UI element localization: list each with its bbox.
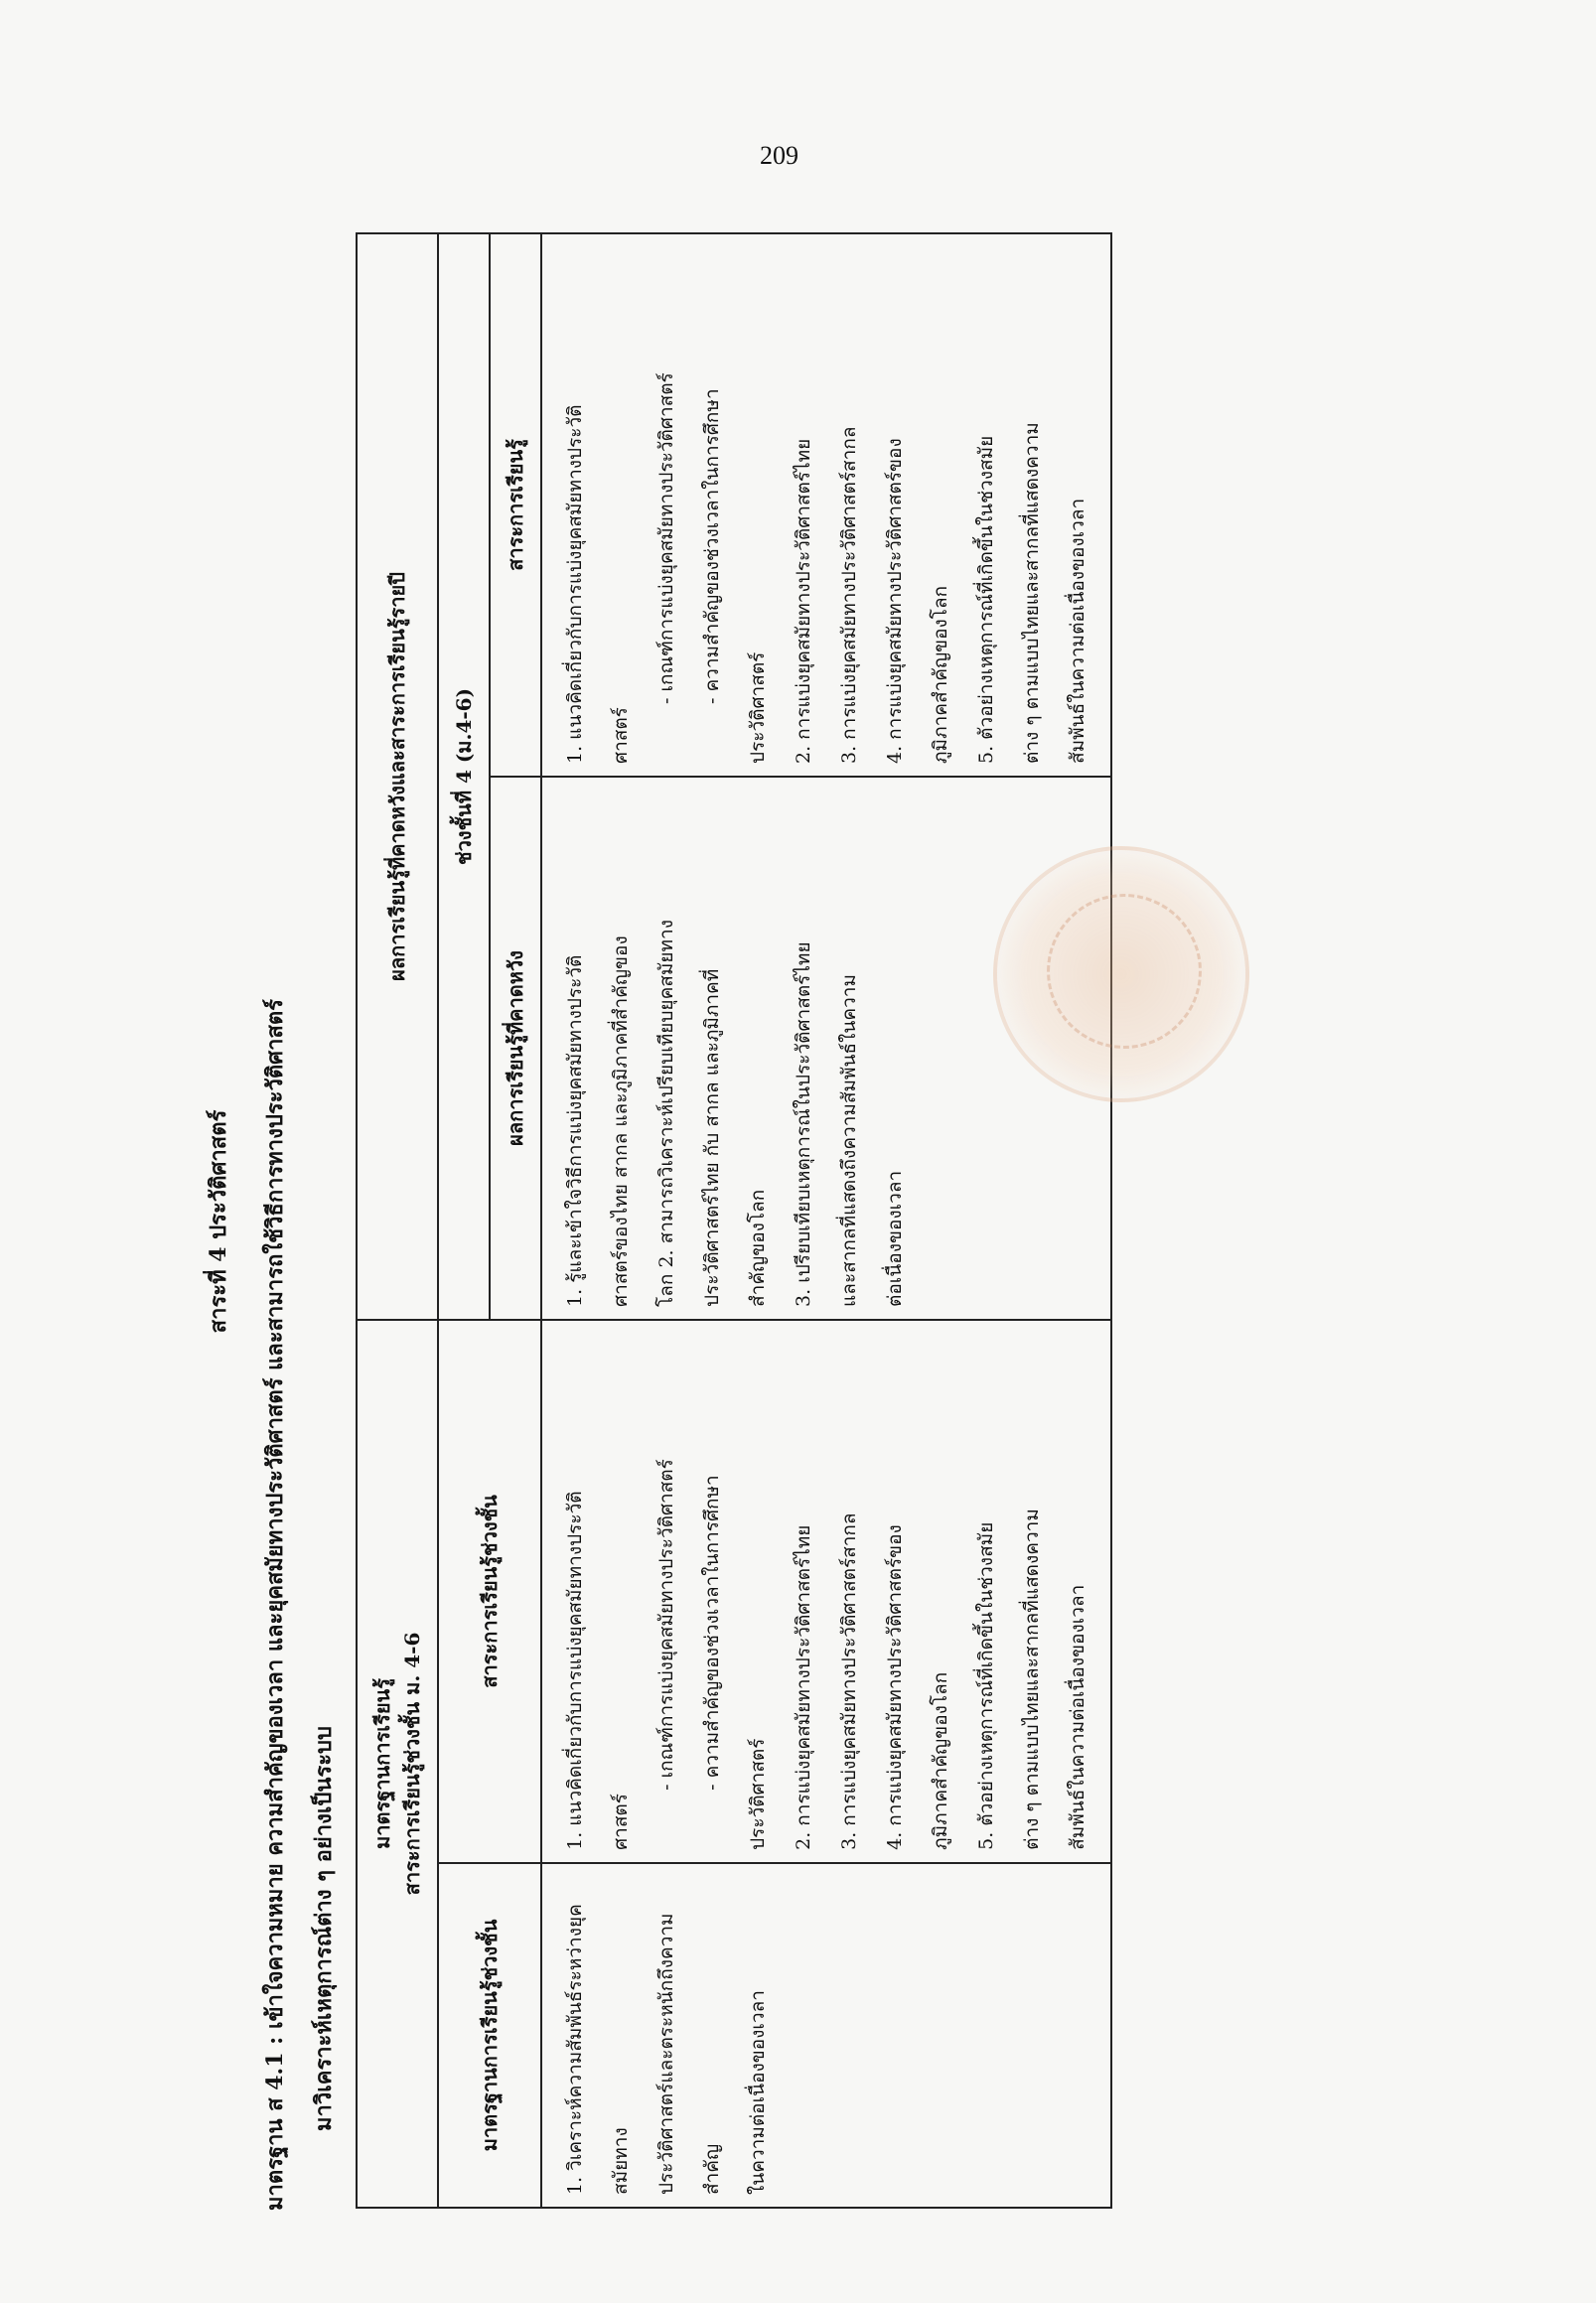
text-line: ประวัติศาสตร์ <box>747 1738 769 1850</box>
text-line: 3. การแบ่งยุคสมัยทางประวัติศาสตร์สากล <box>838 426 860 764</box>
text-line: ศาสตร์ <box>610 707 632 764</box>
text-line: 2. การแบ่งยุคสมัยทางประวัติศาสตร์ไทย <box>793 438 814 764</box>
text-line: ภูมิภาคสำคัญของโลก <box>930 1671 951 1850</box>
col-header-standard: มาตรฐานการเรียนรู้ช่วงชั้น <box>438 1863 541 2208</box>
text-line: ศาสตร์ <box>610 1794 632 1850</box>
cell-standard <box>541 1863 1111 2208</box>
text-line: สำคัญของโลก <box>747 1189 769 1307</box>
text-line: 1. แนวคิดเกี่ยวกับการแบ่งยุคสมัยทางประวัติ <box>564 404 586 764</box>
standard-statement-cont: มาวิเคราะห์เหตุการณ์ต่าง ๆ อย่างเป็นระบบ <box>311 1726 337 2131</box>
curriculum-table <box>356 232 1112 2209</box>
rotated-page <box>206 228 1549 2215</box>
col-header-expected: ผลการเรียนรู้ที่คาดหวัง <box>490 777 541 1320</box>
standard-statement: มาตรฐาน ส 4.1 : เข้าใจความหมาย ความสำคัญของเวลา และยุคสมัยทางประวัติศาสตร์ และสามารถใช้วิธีการทางประวัติศาสตร์ <box>262 999 288 2211</box>
text-line: ในความต่อเนื่องของเวลา <box>747 1990 769 2195</box>
text-line: 5. ตัวอย่างเหตุการณ์ที่เกิดขึ้นในช่วงสมัย <box>975 435 997 764</box>
text-line: สัมพันธ์ในความต่อเนื่องของเวลา <box>1067 498 1088 764</box>
text-line: สัมพันธ์ในความต่อเนื่องของเวลา <box>1067 1584 1088 1850</box>
text-line: ประวัติศาสตร์และตระหนักถึงความสำคัญ <box>655 1913 723 2195</box>
subject-title: สาระที่ 4 ประวัติศาสตร์ <box>206 1109 231 1334</box>
cell-content <box>541 1320 1111 1863</box>
page-number: 209 <box>760 141 798 170</box>
text-line: - เกณฑ์การแบ่งยุคสมัยทางประวัติศาสตร์ <box>655 1459 677 1791</box>
col-header-yearly-content: สาระการเรียนรู้ <box>490 233 541 777</box>
header-standards-sub: สาระการเรียนรู้ช่วงชั้น ม. 4-6 <box>400 1632 424 1896</box>
text-line: ต่าง ๆ ตามแบบไทยและสากลที่แสดงความ <box>1021 422 1043 764</box>
header-standards-title: มาตรฐานการเรียนรู้ <box>370 1678 394 1849</box>
text-line: ประวัติศาสตร์ <box>747 651 769 764</box>
text-line: 4. การแบ่งยุคสมัยทางประวัติศาสตร์ของ <box>884 1524 906 1850</box>
text-line: ศาสตร์ของไทย สากล และภูมิภาคที่สำคัญของ <box>610 936 632 1307</box>
text-line: - ความสำคัญของช่วงเวลาในการศึกษา <box>701 388 723 704</box>
text-line: ภูมิภาคสำคัญของโลก <box>930 585 951 764</box>
seal-inner-ring <box>1047 894 1202 1049</box>
text-line: 5. ตัวอย่างเหตุการณ์ที่เกิดขึ้นในช่วงสมัย <box>975 1521 997 1850</box>
text-line: 4. การแบ่งยุคสมัยทางประวัติศาสตร์ของ <box>884 438 906 764</box>
text-line: ต่อเนื่องของเวลา <box>884 1170 906 1307</box>
text-line: 1. รู้และเข้าใจวิธีการแบ่งยุคสมัยทางประวัติ <box>564 954 586 1307</box>
text-line: ประวัติศาสตร์ไทย กับ สากล และภูมิภาคที่ <box>701 968 723 1307</box>
seal-watermark <box>993 846 1249 1102</box>
col-header-content: สาระการเรียนรู้ช่วงชั้น <box>438 1320 541 1863</box>
header-grade: ช่วงชั้นที่ 4 (ม.4-6) <box>438 233 490 1320</box>
text-line: ต่าง ๆ ตามแบบไทยและสากลที่แสดงความ <box>1021 1509 1043 1850</box>
text-line: 2. การแบ่งยุคสมัยทางประวัติศาสตร์ไทย <box>793 1524 814 1850</box>
text-line: - เกณฑ์การแบ่งยุคสมัยทางประวัติศาสตร์ <box>655 372 677 704</box>
header-results-group: ผลการเรียนรู้ที่คาดหวังและสาระการเรียนรู้รายปี <box>357 233 438 1320</box>
text-line: 3. เปรียบเทียบเหตุการณ์ในประวัติศาสตร์ไทย <box>793 941 814 1307</box>
text-line: - ความสำคัญของช่วงเวลาในการศึกษา <box>701 1475 723 1791</box>
text-line: 3. การแบ่งยุคสมัยทางประวัติศาสตร์สากล <box>838 1512 860 1850</box>
text-line: 1. แนวคิดเกี่ยวกับการแบ่งยุคสมัยทางประวัติ <box>564 1491 586 1850</box>
text-line: 1. วิเคราะห์ความสัมพันธ์ระหว่างยุคสมัยทาง <box>564 1904 632 2195</box>
header-standards-group <box>357 1320 438 2208</box>
text-line: โลก 2. สามารถวิเคราะห์เปรียบเทียบยุคสมัยทาง <box>655 920 677 1307</box>
cell-yearly-content <box>541 233 1111 777</box>
text-line: และสากลที่แสดงถึงความสัมพันธ์ในความ <box>838 974 860 1307</box>
